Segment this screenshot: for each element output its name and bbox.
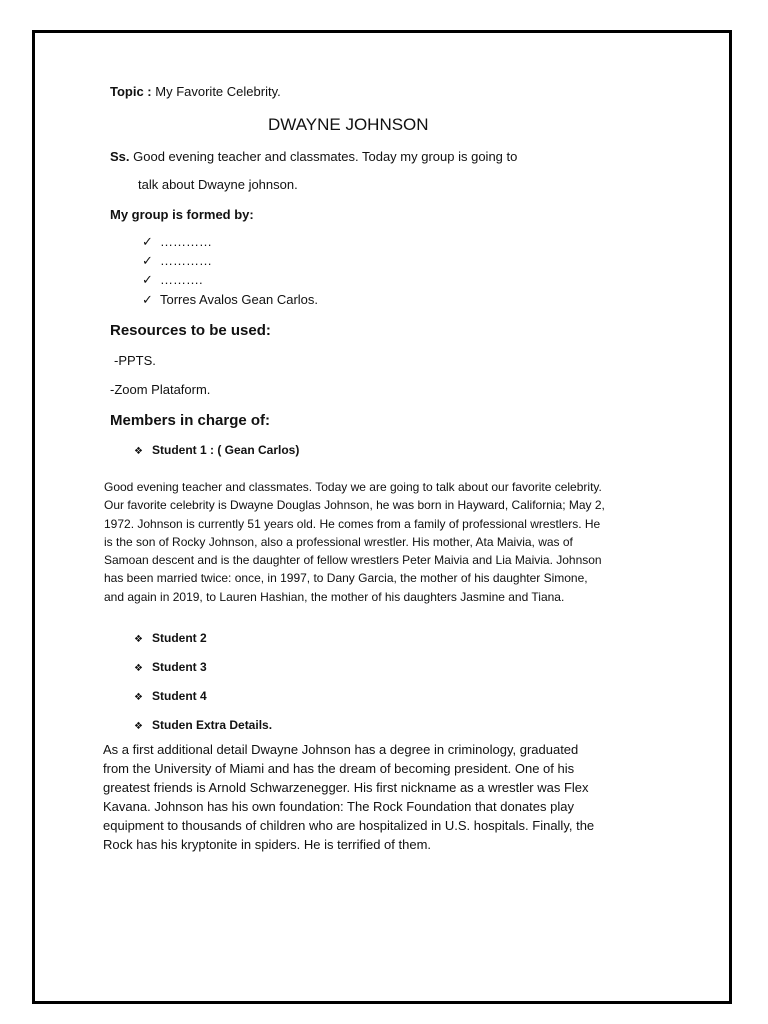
paragraph-line: has been married twice: once, in 1997, to Dany Garcia, the mother of his daughter Simone,: [104, 571, 588, 586]
resource-item: -PPTS.: [114, 353, 156, 368]
paragraph-line: from the University of Miami and has the dream of becoming president. One of his: [103, 761, 575, 776]
diamond-bullet-icon: ❖: [134, 721, 143, 732]
student-item: [134, 631, 207, 645]
resource-item: -Zoom Plataform.: [110, 382, 211, 397]
topic-label: Topic :: [110, 84, 152, 99]
member-name: Torres Avalos Gean Carlos.: [160, 292, 318, 307]
paragraph-line: Our favorite celebrity is Dwayne Douglas Johnson, he was born in Hayward, California; May 2,: [104, 498, 605, 513]
member-name: …………: [160, 253, 212, 268]
checkmark-icon: ✓: [142, 292, 153, 307]
topic-line: [110, 84, 281, 99]
diamond-bullet-icon: ❖: [134, 446, 143, 457]
topic-value: My Favorite Celebrity.: [155, 84, 281, 99]
greeting-text: Good evening teacher and classmates. Today my group is going to: [133, 149, 518, 164]
student-label: Student 2: [152, 631, 207, 645]
paragraph-line: Rock has his kryptonite in spiders. He is terrified of them.: [103, 837, 432, 852]
members-heading: Members in charge of:: [110, 412, 271, 429]
paragraph-line: is the son of Rocky Johnson, also a professional wrestler. His mother, Ata Maivia, was of: [104, 534, 573, 549]
document-title: DWAYNE JOHNSON: [268, 115, 429, 134]
paragraph-line: 1972. Johnson is currently 51 years old. He comes from a family of professional wrestlers. He: [104, 516, 601, 531]
member-name: ……….: [160, 272, 203, 287]
paragraph-line: equipment to thousands of children who are hospitalized in U.S. hospitals. Finally, the: [103, 818, 595, 833]
member-name: …………: [160, 234, 212, 249]
group-heading: My group is formed by:: [110, 207, 254, 222]
greeting-line-1: [110, 149, 517, 164]
extra-details-paragraph: [103, 740, 594, 854]
student-label: Student 3: [152, 660, 207, 674]
checkmark-icon: ✓: [142, 253, 153, 268]
diamond-bullet-icon: ❖: [134, 634, 143, 645]
greeting-label: Ss.: [110, 149, 130, 164]
diamond-bullet-icon: ❖: [134, 692, 143, 703]
paragraph-line: and again in 2019, to Lauren Hashian, the mother of his daughters Jasmine and Tiana.: [104, 589, 565, 604]
student-label: Student 4: [152, 689, 207, 703]
list-item: [142, 234, 212, 250]
resources-heading: Resources to be used:: [110, 322, 271, 339]
student1-paragraph: [104, 478, 605, 606]
paragraph-line: Kavana. Johnson has his own foundation: The Rock Foundation that donates play: [103, 799, 574, 814]
paragraph-line: greatest friends is Arnold Schwarzenegger. His first nickname as a wrestler was Flex: [103, 780, 589, 795]
paragraph-line: Good evening teacher and classmates. Today we are going to talk about our favorite celebrity.: [104, 480, 602, 494]
list-item: [142, 272, 203, 288]
list-item: [142, 253, 212, 269]
student-item: [134, 660, 207, 674]
student-item: [134, 718, 272, 732]
checkmark-icon: ✓: [142, 272, 153, 287]
paragraph-line: As a first additional detail Dwayne Johnson has a degree in criminology, graduated: [103, 742, 579, 757]
checkmark-icon: ✓: [142, 234, 153, 249]
student-item: [134, 443, 299, 457]
diamond-bullet-icon: ❖: [134, 663, 143, 674]
student-label: Studen Extra Details.: [152, 718, 273, 732]
student-item: [134, 689, 207, 703]
list-item: [142, 292, 318, 308]
student-label: Student 1 : ( Gean Carlos): [152, 443, 300, 457]
greeting-line-2: talk about Dwayne johnson.: [138, 177, 298, 192]
paragraph-line: Samoan descent and is the daughter of fellow wrestlers Peter Maivia and Lia Maivia. Johnson: [104, 553, 602, 568]
